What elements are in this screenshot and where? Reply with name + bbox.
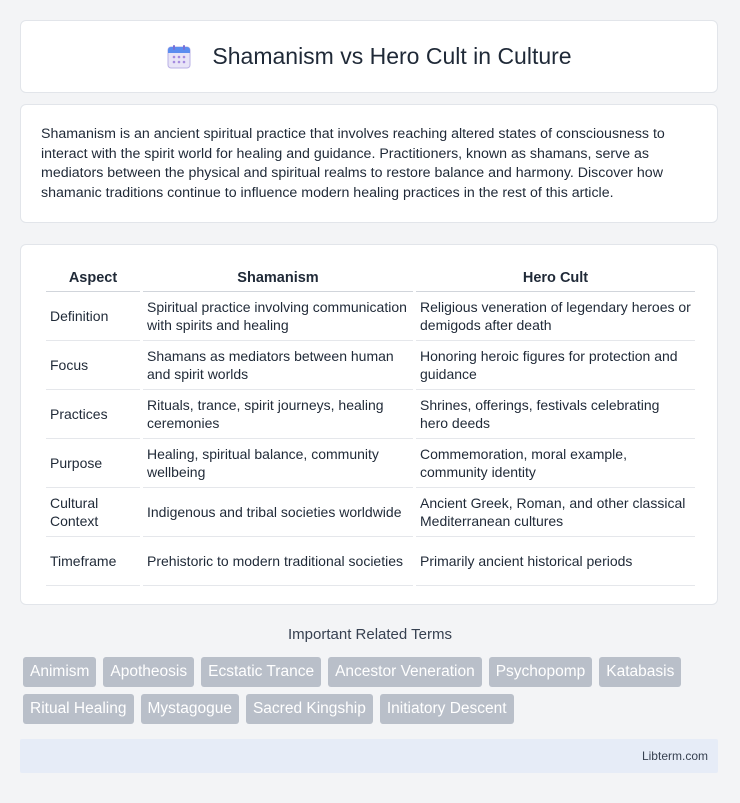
row-hero-cult: Religious veneration of legendary heroes or demigods after death (416, 292, 695, 341)
row-hero-cult: Commemoration, moral example, community identity (416, 439, 695, 488)
row-hero-cult: Primarily ancient historical periods (416, 537, 695, 586)
row-shamanism: Indigenous and tribal societies worldwide (143, 488, 413, 537)
tag-mystagogue[interactable]: Mystagogue (141, 694, 239, 724)
row-shamanism: Prehistoric to modern traditional societies (143, 537, 413, 586)
header-hero-cult: Hero Cult (416, 265, 695, 292)
tag-ecstatic-trance[interactable]: Ecstatic Trance (201, 657, 321, 687)
intro-card (20, 104, 718, 223)
row-shamanism: Shamans as mediators between human and spirit worlds (143, 341, 413, 390)
row-hero-cult: Shrines, offerings, festivals celebrating hero deeds (416, 390, 695, 439)
row-hero-cult: Honoring heroic figures for protection and guidance (416, 341, 695, 390)
footer-brand-link[interactable]: Libterm.com (641, 749, 708, 763)
row-aspect: Definition (46, 292, 140, 341)
calendar-icon (166, 44, 192, 70)
row-shamanism: Healing, spiritual balance, community wellbeing (143, 439, 413, 488)
comparison-card (20, 244, 718, 605)
row-aspect: Practices (46, 390, 140, 439)
header-aspect: Aspect (46, 265, 140, 292)
header-shamanism: Shamanism (143, 265, 413, 292)
row-shamanism: Spiritual practice involving communication with spirits and healing (143, 292, 413, 341)
footer (20, 739, 718, 773)
table-row (46, 292, 695, 341)
tag-initiatory-descent[interactable]: Initiatory Descent (380, 694, 514, 724)
related-terms-list (23, 657, 723, 724)
tag-ritual-healing[interactable]: Ritual Healing (23, 694, 134, 724)
table-row (46, 488, 695, 537)
table-row (46, 537, 695, 586)
tag-sacred-kingship[interactable]: Sacred Kingship (246, 694, 373, 724)
table-header-row (46, 265, 695, 292)
tag-apotheosis[interactable]: Apotheosis (103, 657, 194, 687)
row-aspect: Cultural Context (46, 488, 140, 537)
related-terms-title: Important Related Terms (288, 626, 452, 643)
intro-paragraph: Shamanism is an ancient spiritual practice that involves reaching altered states of consciousness to interact with the spirit world for healing and guidance. Practitioners, known as shamans, serve as mediators between the physical and spiritual realms to restore balance and harmony. Discover how shamanic traditions continue to influence modern healing practices in the rest of this article. (41, 126, 665, 201)
table-row (46, 390, 695, 439)
tag-psychopomp[interactable]: Psychopomp (489, 657, 593, 687)
comparison-table (43, 265, 698, 586)
row-aspect: Timeframe (46, 537, 140, 586)
row-hero-cult: Ancient Greek, Roman, and other classical Mediterranean cultures (416, 488, 695, 537)
table-row (46, 439, 695, 488)
table-row (46, 341, 695, 390)
tag-ancestor-veneration[interactable]: Ancestor Veneration (328, 657, 482, 687)
page-title: Shamanism vs Hero Cult in Culture (212, 43, 572, 69)
tag-animism[interactable]: Animism (23, 657, 96, 687)
row-shamanism: Rituals, trance, spirit journeys, healing ceremonies (143, 390, 413, 439)
row-aspect: Purpose (46, 439, 140, 488)
tag-katabasis[interactable]: Katabasis (599, 657, 681, 687)
header-card (20, 20, 718, 93)
row-aspect: Focus (46, 341, 140, 390)
